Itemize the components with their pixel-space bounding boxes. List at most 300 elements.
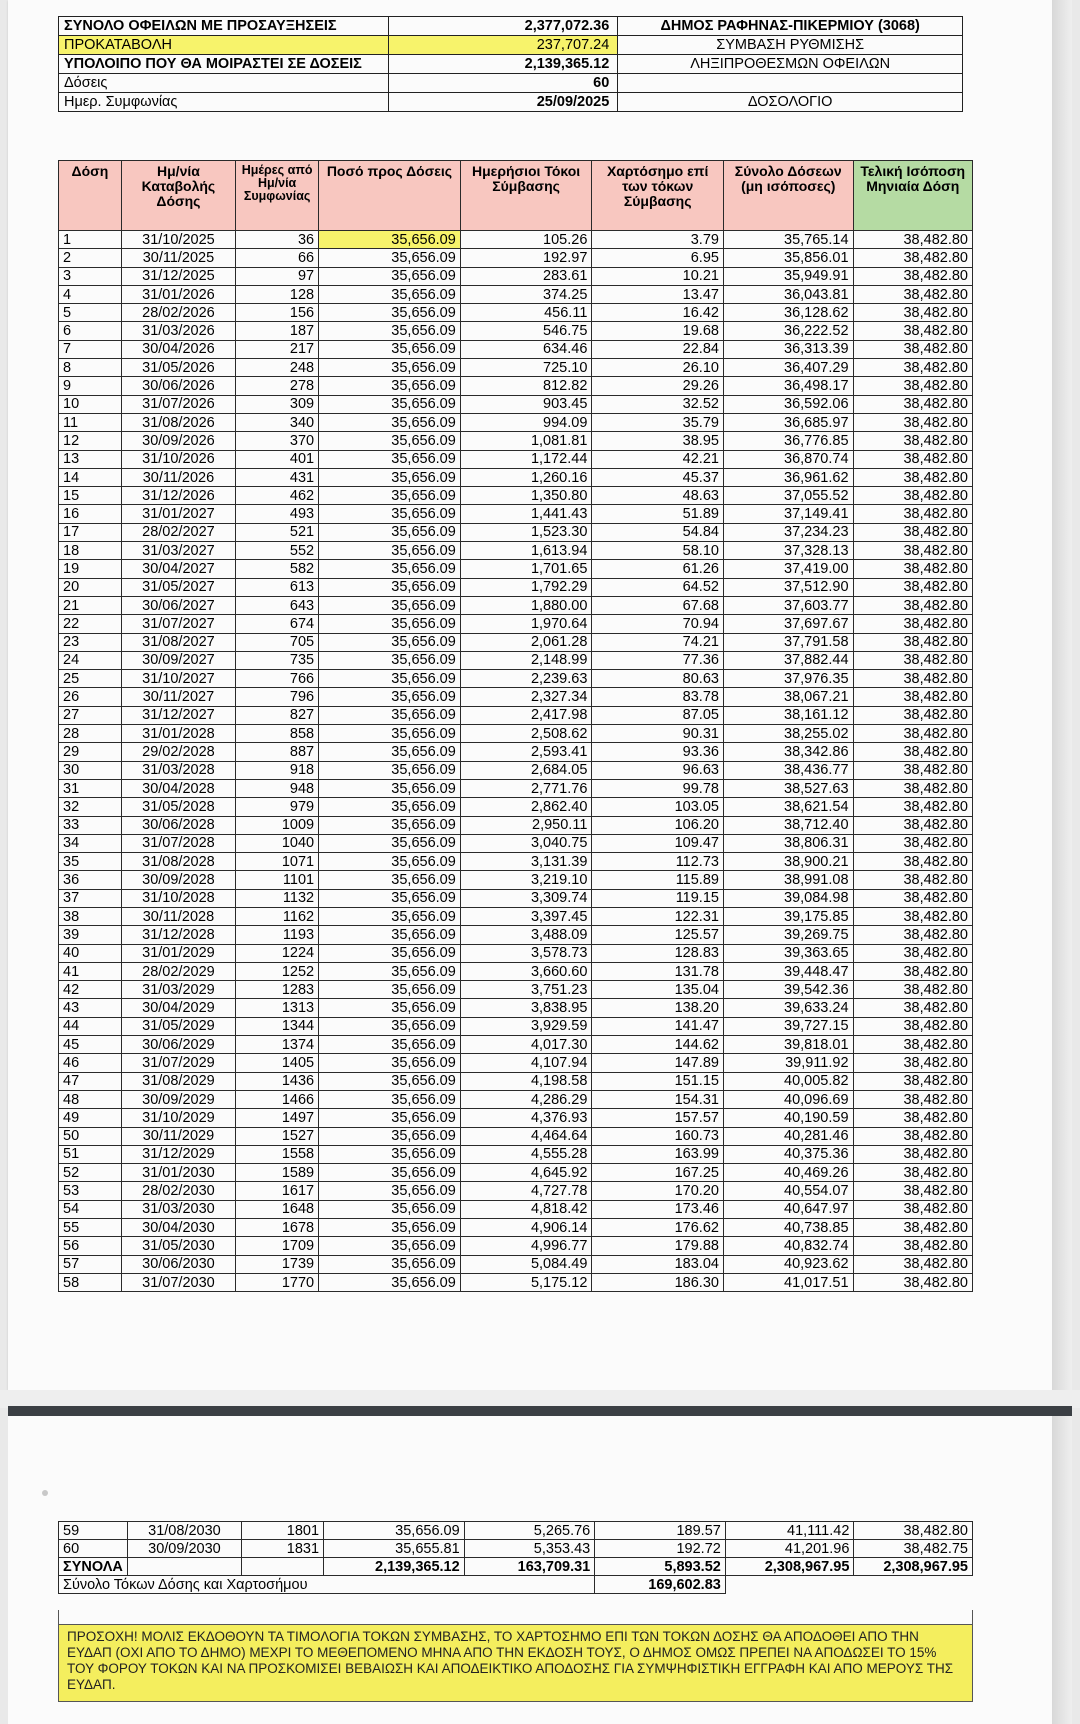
contract-interest: 4,818.42: [460, 1200, 592, 1218]
totals-row: [59, 1558, 973, 1576]
days-since-agreement: 1162: [236, 907, 319, 925]
days-since-agreement: 1344: [236, 1017, 319, 1035]
days-since-agreement: 643: [236, 596, 319, 614]
final-equal-installment: 38,482.80: [853, 1145, 972, 1163]
installment-number: 48: [59, 1090, 122, 1108]
table-row: [59, 1127, 973, 1145]
contract-interest: 1,441.43: [460, 505, 592, 523]
installment-total: 36,961.62: [723, 468, 853, 486]
installment-total: 38,067.21: [723, 688, 853, 706]
interest-total-label: Σύνολο Τόκων Δόσης και Χαρτοσήμου: [59, 1576, 595, 1594]
installment-number: 4: [59, 285, 122, 303]
payment-date: 31/05/2030: [121, 1237, 235, 1255]
principal-amount: 35,656.09: [319, 413, 461, 431]
payment-date: 31/01/2030: [121, 1164, 235, 1182]
payment-date: 31/10/2028: [121, 889, 235, 907]
principal-amount: 35,656.09: [319, 1237, 461, 1255]
days-since-agreement: 858: [236, 725, 319, 743]
installment-total: 40,096.69: [723, 1090, 853, 1108]
days-since-agreement: 1132: [236, 889, 319, 907]
contract-interest: 2,239.63: [460, 670, 592, 688]
installment-total: 40,281.46: [723, 1127, 853, 1145]
installment-total: 41,111.42: [725, 1522, 854, 1540]
installment-number: 44: [59, 1017, 122, 1035]
payment-date: 31/12/2025: [121, 267, 235, 285]
table-body: [59, 1522, 973, 1558]
installment-number: 14: [59, 468, 122, 486]
days-since-agreement: 1101: [236, 871, 319, 889]
stamp-duty: 64.52: [592, 578, 724, 596]
installment-number: 57: [59, 1255, 122, 1273]
payment-date: 31/05/2027: [121, 578, 235, 596]
installment-total: 40,738.85: [723, 1219, 853, 1237]
principal-amount: 35,656.09: [319, 1164, 461, 1182]
final-equal-installment: 38,482.80: [853, 468, 972, 486]
final-equal-installment: 38,482.80: [853, 340, 972, 358]
final-equal-installment: 38,482.80: [853, 1237, 972, 1255]
installment-number: 31: [59, 779, 122, 797]
installment-number: 38: [59, 907, 122, 925]
table-row: [59, 981, 973, 999]
installment-total: 39,542.36: [723, 981, 853, 999]
stamp-duty: 70.94: [592, 615, 724, 633]
payment-date: 30/04/2030: [121, 1219, 235, 1237]
contract-interest: 2,061.28: [460, 633, 592, 651]
payment-date: 31/07/2027: [121, 615, 235, 633]
interest-total-value: 169,602.83: [595, 1576, 726, 1594]
installment-total: 36,222.52: [723, 322, 853, 340]
principal-amount: 35,656.09: [319, 944, 461, 962]
stamp-duty: 6.95: [592, 249, 724, 267]
contract-interest: 3,929.59: [460, 1017, 592, 1035]
summary-row: [59, 17, 963, 36]
days-since-agreement: 1009: [236, 816, 319, 834]
final-equal-installment: 38,482.80: [853, 322, 972, 340]
final-equal-installment: 38,482.80: [853, 1072, 972, 1090]
principal-amount: 35,656.09: [319, 761, 461, 779]
installment-number: 39: [59, 926, 122, 944]
principal-amount: 35,656.09: [319, 322, 461, 340]
days-since-agreement: 462: [236, 487, 319, 505]
total-installments: 2,308,967.95: [725, 1558, 854, 1576]
payment-date: 30/06/2028: [121, 816, 235, 834]
table-row: [59, 1017, 973, 1035]
contract-interest: 4,376.93: [460, 1109, 592, 1127]
principal-amount: 35,656.09: [319, 633, 461, 651]
column-header: Ημερήσιοι Τόκοι Σύμβασης: [460, 161, 592, 231]
installment-number: 6: [59, 322, 122, 340]
installment-number: 34: [59, 834, 122, 852]
stamp-duty: 90.31: [592, 725, 724, 743]
days-since-agreement: 309: [236, 395, 319, 413]
installment-total: 36,776.85: [723, 432, 853, 450]
final-equal-installment: 38,482.80: [853, 944, 972, 962]
stamp-duty: 167.25: [592, 1164, 724, 1182]
final-equal-installment: 38,482.80: [853, 761, 972, 779]
payment-date: 30/06/2027: [121, 596, 235, 614]
final-equal-installment: 38,482.80: [853, 651, 972, 669]
installment-total: 40,375.36: [723, 1145, 853, 1163]
contract-interest: 374.25: [460, 285, 592, 303]
installment-total: 36,592.06: [723, 395, 853, 413]
installment-total: 38,806.31: [723, 834, 853, 852]
payment-date: 31/03/2026: [121, 322, 235, 340]
principal-amount: 35,656.09: [319, 834, 461, 852]
final-equal-installment: 38,482.80: [853, 816, 972, 834]
contract-interest: 5,265.76: [464, 1522, 595, 1540]
days-since-agreement: 827: [236, 706, 319, 724]
contract-interest: 2,327.34: [460, 688, 592, 706]
final-equal-installment: 38,482.80: [853, 596, 972, 614]
stamp-duty: 154.31: [592, 1090, 724, 1108]
column-header: Ημ/νία Καταβολής Δόσης: [121, 161, 235, 231]
installment-total: 39,363.65: [723, 944, 853, 962]
table-row: [59, 413, 973, 431]
summary-row: [59, 55, 963, 74]
table-row: [59, 1200, 973, 1218]
document-subtitle: ΛΗΞΙΠΡΟΘΕΣΜΩΝ ΟΦΕΙΛΩΝ: [618, 55, 963, 74]
principal-amount: 35,656.09: [319, 725, 461, 743]
final-equal-installment: 38,482.80: [853, 1255, 972, 1273]
final-equal-installment: 38,482.80: [853, 505, 972, 523]
stamp-duty: 119.15: [592, 889, 724, 907]
stamp-duty: 61.26: [592, 560, 724, 578]
days-since-agreement: 1497: [236, 1109, 319, 1127]
total-interest: 163,709.31: [464, 1558, 595, 1576]
installment-schedule-continuation: [58, 1521, 973, 1594]
days-since-agreement: 674: [236, 615, 319, 633]
installment-total: 36,043.81: [723, 285, 853, 303]
table-header-row: [59, 161, 973, 231]
installment-number: 24: [59, 651, 122, 669]
stamp-duty: 151.15: [592, 1072, 724, 1090]
final-equal-installment: 38,482.80: [853, 1017, 972, 1035]
summary-label: ΠΡΟΚΑΤΑΒΟΛΗ: [59, 36, 389, 55]
installment-total: 36,313.39: [723, 340, 853, 358]
final-equal-installment: 38,482.75: [854, 1540, 973, 1558]
installment-total: 40,005.82: [723, 1072, 853, 1090]
payment-date: 28/02/2026: [121, 304, 235, 322]
installment-total: 38,527.63: [723, 779, 853, 797]
document-title: ΔΟΣΟΛΟΓΙΟ: [618, 93, 963, 112]
installment-total: 37,603.77: [723, 596, 853, 614]
installment-number: 28: [59, 725, 122, 743]
installment-total: 36,870.74: [723, 450, 853, 468]
contract-interest: 283.61: [460, 267, 592, 285]
final-equal-installment: 38,482.80: [853, 249, 972, 267]
payment-date: 30/04/2028: [121, 779, 235, 797]
installment-total: 41,201.96: [725, 1540, 854, 1558]
installment-total: 38,161.12: [723, 706, 853, 724]
contract-interest: 3,838.95: [460, 999, 592, 1017]
stamp-duty: 163.99: [592, 1145, 724, 1163]
contract-interest: 4,464.64: [460, 1127, 592, 1145]
final-equal-installment: 38,482.80: [853, 1109, 972, 1127]
days-since-agreement: 1436: [236, 1072, 319, 1090]
final-equal-installment: 38,482.80: [853, 853, 972, 871]
final-equal-installment: 38,482.80: [853, 1036, 972, 1054]
contract-interest: 3,131.39: [460, 853, 592, 871]
days-since-agreement: 1709: [236, 1237, 319, 1255]
final-equal-installment: 38,482.80: [853, 1273, 972, 1291]
installment-total: 37,234.23: [723, 523, 853, 541]
installment-total: 38,621.54: [723, 798, 853, 816]
stamp-duty: 131.78: [592, 962, 724, 980]
principal-amount: 35,656.09: [319, 249, 461, 267]
payment-date: 30/04/2026: [121, 340, 235, 358]
stamp-duty: 186.30: [592, 1273, 724, 1291]
installment-number: 32: [59, 798, 122, 816]
table-row: [59, 1237, 973, 1255]
table-row: [59, 1273, 973, 1291]
stamp-duty: 29.26: [592, 377, 724, 395]
contract-interest: 4,727.78: [460, 1182, 592, 1200]
principal-amount: 35,656.09: [319, 907, 461, 925]
contract-interest: 4,906.14: [460, 1219, 592, 1237]
agreement-summary-table: [58, 16, 963, 112]
principal-amount: 35,656.09: [319, 377, 461, 395]
payment-date: 31/12/2029: [121, 1145, 235, 1163]
contract-interest: 2,684.05: [460, 761, 592, 779]
principal-amount: 35,656.09: [319, 340, 461, 358]
table-row: [59, 1540, 973, 1558]
final-equal-installment: 38,482.80: [853, 285, 972, 303]
principal-amount: 35,656.09: [319, 1054, 461, 1072]
payment-date: 31/10/2025: [121, 231, 235, 249]
table-row: [59, 578, 973, 596]
contract-interest: 812.82: [460, 377, 592, 395]
principal-amount: 35,656.09: [319, 1200, 461, 1218]
payment-date: 31/05/2028: [121, 798, 235, 816]
days-since-agreement: 521: [236, 523, 319, 541]
stamp-duty: 83.78: [592, 688, 724, 706]
contract-interest: 2,593.41: [460, 743, 592, 761]
installment-total: 37,697.67: [723, 615, 853, 633]
installment-total: 38,991.08: [723, 871, 853, 889]
contract-interest: 1,523.30: [460, 523, 592, 541]
principal-amount: 35,656.09: [319, 285, 461, 303]
contract-interest: 4,645.92: [460, 1164, 592, 1182]
final-equal-installment: 38,482.80: [853, 725, 972, 743]
principal-amount: 35,656.09: [324, 1522, 465, 1540]
installment-total: 37,976.35: [723, 670, 853, 688]
table-row: [59, 706, 973, 724]
payment-date: 31/03/2028: [121, 761, 235, 779]
final-equal-installment: 38,482.80: [853, 798, 972, 816]
principal-amount: 35,656.09: [319, 468, 461, 486]
payment-date: 31/08/2030: [128, 1522, 242, 1540]
summary-label: Δόσεις: [59, 74, 389, 93]
principal-amount: 35,656.09: [319, 1145, 461, 1163]
payment-date: 31/05/2026: [121, 359, 235, 377]
principal-amount: 35,656.09: [319, 688, 461, 706]
final-equal-installment: 38,482.80: [853, 231, 972, 249]
stamp-duty: 22.84: [592, 340, 724, 358]
table-row: [59, 907, 973, 925]
days-since-agreement: 36: [236, 231, 319, 249]
contract-interest: 1,970.64: [460, 615, 592, 633]
table-row: [59, 633, 973, 651]
summary-value: 60: [388, 74, 617, 93]
final-equal-installment: 38,482.80: [853, 395, 972, 413]
contract-interest: 2,417.98: [460, 706, 592, 724]
table-row: [59, 1145, 973, 1163]
table-row: [59, 505, 973, 523]
payment-date: 30/09/2030: [128, 1540, 242, 1558]
principal-amount: 35,656.09: [319, 487, 461, 505]
final-equal-installment: 38,482.80: [853, 542, 972, 560]
installment-number: 50: [59, 1127, 122, 1145]
days-since-agreement: 887: [236, 743, 319, 761]
installment-total: 40,832.74: [723, 1237, 853, 1255]
installment-total: 35,765.14: [723, 231, 853, 249]
installment-number: 56: [59, 1237, 122, 1255]
contract-interest: 192.97: [460, 249, 592, 267]
table-row: [59, 542, 973, 560]
table-row: [59, 816, 973, 834]
table-body: [59, 231, 973, 1292]
table-row: [59, 432, 973, 450]
payment-date: 30/09/2027: [121, 651, 235, 669]
principal-amount: 35,656.09: [319, 1255, 461, 1273]
stamp-duty: 45.37: [592, 468, 724, 486]
days-since-agreement: 340: [236, 413, 319, 431]
installment-number: 5: [59, 304, 122, 322]
payment-date: 31/01/2028: [121, 725, 235, 743]
final-equal-installment: 38,482.80: [853, 1200, 972, 1218]
principal-amount: 35,656.09: [319, 743, 461, 761]
final-equal-installment: 38,482.80: [853, 377, 972, 395]
column-header: Ποσό προς Δόσεις: [319, 161, 461, 231]
installment-number: 18: [59, 542, 122, 560]
table-row: [59, 304, 973, 322]
stamp-duty: 147.89: [592, 1054, 724, 1072]
installment-number: 26: [59, 688, 122, 706]
empty-cell: [854, 1576, 973, 1594]
contract-interest: 1,792.29: [460, 578, 592, 596]
contract-interest: 2,950.11: [460, 816, 592, 834]
contract-interest: 634.46: [460, 340, 592, 358]
installment-number: 20: [59, 578, 122, 596]
payment-date: 31/12/2028: [121, 926, 235, 944]
contract-interest: 5,175.12: [460, 1273, 592, 1291]
payment-date: 30/11/2029: [121, 1127, 235, 1145]
payment-date: 31/12/2026: [121, 487, 235, 505]
installment-number: 40: [59, 944, 122, 962]
principal-amount: 35,656.09: [319, 798, 461, 816]
days-since-agreement: 613: [236, 578, 319, 596]
installment-number: 60: [59, 1540, 128, 1558]
stamp-duty: 80.63: [592, 670, 724, 688]
principal-amount: 35,656.09: [319, 505, 461, 523]
summary-label: ΣΥΝΟΛΟ ΟΦΕΙΛΩΝ ΜΕ ΠΡΟΣΑΥΞΗΣΕΙΣ: [59, 17, 389, 36]
payment-date: 31/08/2029: [121, 1072, 235, 1090]
contract-interest: 1,081.81: [460, 432, 592, 450]
final-equal-installment: 38,482.80: [853, 1127, 972, 1145]
stamp-duty: 173.46: [592, 1200, 724, 1218]
payment-date: 31/03/2030: [121, 1200, 235, 1218]
installment-total: 38,712.40: [723, 816, 853, 834]
total-principal: 2,139,365.12: [324, 1558, 465, 1576]
installment-total: 36,685.97: [723, 413, 853, 431]
principal-amount: 35,656.09: [319, 1036, 461, 1054]
installment-total: 37,149.41: [723, 505, 853, 523]
installment-total: 40,923.62: [723, 1255, 853, 1273]
days-since-agreement: 493: [236, 505, 319, 523]
installment-number: 3: [59, 267, 122, 285]
table-row: [59, 359, 973, 377]
payment-date: 30/11/2027: [121, 688, 235, 706]
payment-date: 31/12/2027: [121, 706, 235, 724]
principal-amount: 35,656.09: [319, 304, 461, 322]
stamp-duty: 176.62: [592, 1219, 724, 1237]
final-equal-installment: 38,482.80: [853, 889, 972, 907]
installment-number: 7: [59, 340, 122, 358]
summary-row: [59, 74, 963, 93]
principal-amount: 35,656.09: [319, 1072, 461, 1090]
contract-interest: 3,660.60: [460, 962, 592, 980]
contract-interest: 2,862.40: [460, 798, 592, 816]
installment-number: 27: [59, 706, 122, 724]
installment-total: 39,084.98: [723, 889, 853, 907]
table-row: [59, 1522, 973, 1540]
stamp-duty: 3.79: [592, 231, 724, 249]
column-header: Τελική Ισόποση Μηνιαία Δόση: [853, 161, 972, 231]
final-equal-installment: 38,482.80: [853, 633, 972, 651]
final-equal-installment: 38,482.80: [853, 834, 972, 852]
contract-interest: 5,353.43: [464, 1540, 595, 1558]
payment-date: 31/10/2027: [121, 670, 235, 688]
principal-amount: 35,656.09: [319, 1273, 461, 1291]
stamp-duty: 128.83: [592, 944, 724, 962]
principal-amount: 35,656.09: [319, 871, 461, 889]
final-equal-installment: 38,482.80: [853, 981, 972, 999]
final-equal-installment: 38,482.80: [853, 688, 972, 706]
table-row: [59, 944, 973, 962]
stamp-duty: 138.20: [592, 999, 724, 1017]
days-since-agreement: 1801: [241, 1522, 323, 1540]
contract-interest: 456.11: [460, 304, 592, 322]
payment-date: 28/02/2029: [121, 962, 235, 980]
contract-interest: 3,040.75: [460, 834, 592, 852]
payment-date: 30/09/2026: [121, 432, 235, 450]
final-equal-installment: 38,482.80: [853, 1182, 972, 1200]
installment-number: 25: [59, 670, 122, 688]
principal-amount: 35,656.09: [319, 267, 461, 285]
installment-total: 35,856.01: [723, 249, 853, 267]
installment-total: 37,512.90: [723, 578, 853, 596]
payment-date: 31/08/2027: [121, 633, 235, 651]
contract-interest: 3,488.09: [460, 926, 592, 944]
contract-interest: 4,286.29: [460, 1090, 592, 1108]
final-equal-installment: 38,482.80: [853, 487, 972, 505]
payment-date: 30/09/2028: [121, 871, 235, 889]
table-row: [59, 1090, 973, 1108]
installment-total: 37,882.44: [723, 651, 853, 669]
installment-total: 39,727.15: [723, 1017, 853, 1035]
warning-notice: ΠΡΟΣΟΧΗ! ΜΟΛΙΣ ΕΚΔΟΘΟΥΝ ΤΑ ΤΙΜΟΛΟΓΙΑ ΤΟΚΩΝ ΣΥΜΒΑΣΗΣ, ΤΟ ΧΑΡΤΟΣΗΜΟ ΕΠΙ ΤΩΝ ΤΟΚΩΝ ΔΟΣΗΣ ΘΑ ΑΠΟΔΟΘΕΙ ΑΠΟ ΤΗΝ ΕΥΔΑΠ (ΟΧΙ ΑΠΟ ΤΟ ΔΗΜΟ) ΜΕΧΡΙ ΤΟ ΜΕΘΕΠΟΜΕΝΟ ΜΗΝΑ ΑΠΟ ΤΗΝ ΕΚΔΟΣΗ ΤΟΥΣ, Ο ΔΗΜΟΣ ΟΜΩΣ ΠΡΕΠΕΙ ΝΑ ΑΠΟΔΩΣΕΙ ΤΟ 15% ΤΟΥ ΦΟΡΟΥ ΤΟΚΩΝ ΚΑΙ ΝΑ ΠΡΟΣΚΟΜΙΣΕΙ ΒΕΒΑΙΩΣΗ ΚΑΙ ΑΠΟΔΕΙΚΤΙΚΟ ΑΠΟΔΟΣΗΣ ΓΙΑ ΣΥΜΨΗΦΙΣΤΙΚΗ ΕΓΓΡΑΦΗ ΚΑΙ ΑΠΟ ΜΕΡΟΥΣ ΤΗΣ ΕΥΔΑΠ.: [58, 1624, 973, 1702]
table-row: [59, 1182, 973, 1200]
installment-number: 37: [59, 889, 122, 907]
table-row: [59, 651, 973, 669]
installment-number: 16: [59, 505, 122, 523]
final-equal-installment: 38,482.80: [853, 926, 972, 944]
stamp-duty: 103.05: [592, 798, 724, 816]
payment-date: 31/10/2029: [121, 1109, 235, 1127]
final-equal-installment: 38,482.80: [853, 962, 972, 980]
principal-amount: 35,656.09: [319, 926, 461, 944]
final-equal-installment: 38,482.80: [854, 1522, 973, 1540]
